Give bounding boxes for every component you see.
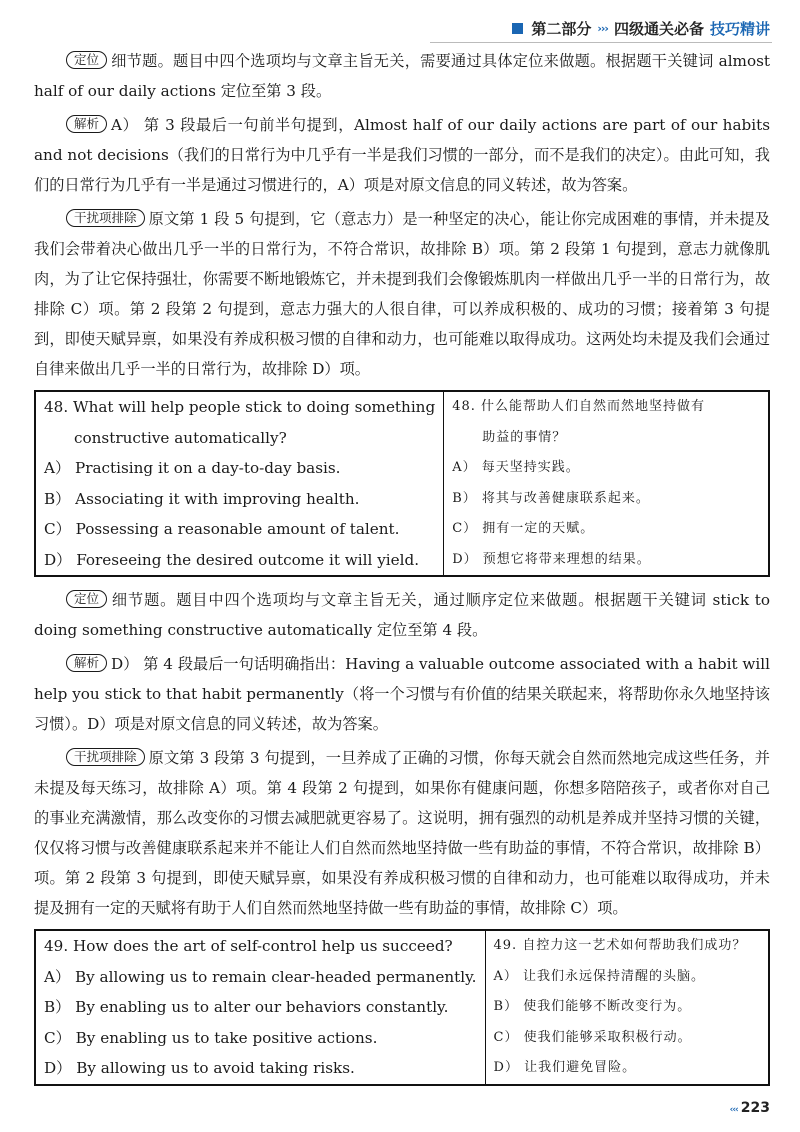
question-48-chinese [444, 391, 769, 576]
page-content [34, 46, 770, 1094]
q48-en-option-a: A） Practising it on a day-to-day basis. [44, 459, 341, 477]
q49-en-option-c: C） By enabling us to take positive actions. [44, 1028, 378, 1047]
q49-en-option-d: D） By allowing us to avoid taking risks. [44, 1059, 355, 1077]
q48-distractor [34, 743, 770, 923]
q48-zh-stem: 48. 什么能帮助人们自然而然地坚持做有 [452, 399, 705, 414]
q48-zh-option-d: D） 预想它将带来理想的结果。 [452, 551, 651, 567]
q48-distractor-text: 原文第 3 段第 3 句提到，一旦养成了正确的习惯，你每天就会自然而然地完成这些任务，并未提及每天练习，故排除 A）项。第 4 段第 2 句提到，如果你有健康问题，你想多陪陪孩子，或者你对自己的事业充满激情，那么改变你的习惯去减肥就更容易了。这说明，拥有强烈的动机是养成并坚持习惯的关键，仅仅将习惯与改善健康联系起来并不能让人们自然而然地坚持做一些有助益的事情，不符合常识，故排除 B）项。第 2 段第 3 句提到，即使天赋异禀，如果没有养成积极习惯的自律和动力，也可能难以取得成功，并未提及拥有一定的天赋将有助于人们自然而然地坚持做一些有助益的事情，故排除 C）项。 [34, 749, 770, 917]
q48-zh-option-a: A） 每天坚持实践。 [452, 460, 580, 475]
q47-explain [34, 110, 770, 200]
explain-tag: 解析 [66, 115, 107, 133]
header-title: 四级通关必备 [613, 19, 704, 38]
q48-zh-option-c: C） 拥有一定的天赋。 [452, 521, 595, 536]
q49-en-option-a: A） By allowing us to remain clear-headed permanently. [44, 967, 477, 986]
question-48-table [34, 390, 770, 577]
explain-tag: 解析 [66, 654, 107, 672]
locate-tag: 定位 [66, 590, 107, 608]
question-49-english [35, 930, 485, 1085]
triple-arrow-icon: ››› [597, 21, 608, 35]
question-48-english [35, 391, 444, 576]
distractor-tag: 干扰项排除 [66, 748, 145, 766]
question-49-chinese [485, 930, 769, 1085]
q49-zh-option-a: A） 让我们永远保持清醒的头脑。 [493, 968, 706, 984]
chevron-left-icon: ‹‹‹ [729, 1105, 738, 1115]
q47-distractor [34, 204, 770, 384]
q48-zh-option-b: B） 将其与改善健康联系起来。 [452, 490, 650, 506]
q48-zh-stem-cont: 助益的事情？ [482, 429, 567, 445]
q48-en-stem-cont: constructive automatically? [74, 428, 287, 447]
q49-en-stem: 49. How does the art of self-control help us succeed? [44, 937, 453, 955]
header-accent: 技巧精讲 [709, 19, 770, 38]
header-part: 第二部分 [531, 19, 592, 38]
q49-zh-option-b: B） 使我们能够不断改变行为。 [493, 999, 692, 1014]
q47-explain-text: A） 第 3 段最后一句前半句提到，Almost half of our daily actions are part of our habits and not decisions（我们的日常行为中几乎有一半是我们习惯的一部分，而不是我们的决定）。由此可知，我们的日常行为几乎有一半是通过习惯进行的，A）项是对原文信息的同义转述，故为答案。 [34, 116, 770, 194]
question-49-table [34, 929, 770, 1086]
q47-locate-text: 细节题。题目中四个选项均与文章主旨无关，需要通过具体定位来做题。根据题干关键词 almost half of our daily actions 定位至第 3 段。 [34, 52, 770, 100]
distractor-tag: 干扰项排除 [66, 209, 145, 227]
q49-zh-option-d: D） 让我们避免冒险。 [493, 1060, 637, 1075]
q49-zh-option-c: C） 使我们能够采取积极行动。 [493, 1029, 692, 1045]
page-number [730, 1100, 770, 1116]
q48-en-stem: 48. What will help people stick to doing something [44, 398, 436, 416]
q47-distractor-text: 原文第 1 段 5 句提到，它（意志力）是一种坚定的决心，能让你完成困难的事情，并未提及我们会带着决心做出几乎一半的日常行为，不符合常识，故排除 B）项。第 2 段第 1 句提到，意志力就像肌肉，为了让它保持强壮，你需要不断地锻炼它，并未提到我们会像锻炼肌肉一样做出几乎一半的日常行为，故排除 C）项。第 2 段第 2 句提到，意志力强大的人很自律，可以养成积极的、成功的习惯；接着第 3 句提到，即使天赋异禀，如果没有养成积极习惯的自律和动力，也可能难以取得成功。这两处均未提及我们会通过自律来做出几乎一半的日常行为，故排除 D）项。 [34, 210, 770, 378]
q48-en-option-d: D） Foreseeing the desired outcome it will yield. [44, 550, 420, 569]
locate-tag: 定位 [66, 51, 107, 69]
q48-explain [34, 649, 770, 739]
q48-locate [34, 585, 770, 645]
q49-zh-stem: 49. 自控力这一艺术如何帮助我们成功？ [493, 938, 747, 953]
q49-en-option-b: B） By enabling us to alter our behaviors constantly. [44, 998, 449, 1016]
q48-en-option-b: B） Associating it with improving health. [44, 489, 360, 508]
q48-en-option-c: C） Possessing a reasonable amount of talent. [44, 520, 400, 538]
page-header [512, 16, 770, 40]
blue-square-icon [512, 23, 523, 34]
q48-explain-text: D） 第 4 段最后一句话明确指出：Having a valuable outcome associated with a habit will help you stick to that habit permanently（将一个习惯与有价值的结果关联起来，将帮助你永久地坚持该习惯）。D）项是对原文信息的同义转述，故为答案。 [34, 655, 770, 733]
header-rule [430, 42, 772, 43]
page-number-value: 223 [740, 1100, 770, 1116]
q48-locate-text: 细节题。题目中四个选项均与文章主旨无关，通过顺序定位来做题。根据题干关键词 stick to doing something constructive automatically 定位至第 4 段。 [34, 591, 770, 639]
q47-locate [34, 46, 770, 106]
